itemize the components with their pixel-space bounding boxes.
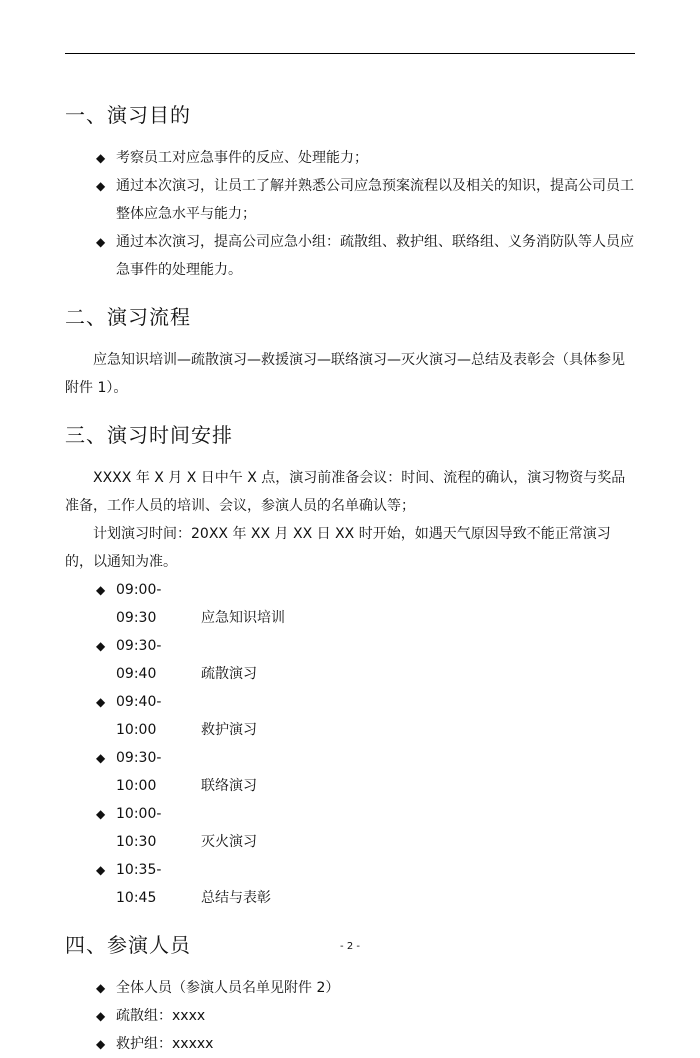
drill-time-paragraph: 计划演习时间：20XX 年 XX 月 XX 日 XX 时开始，如遇天气原因导致不能正常演习的，以通知为准。 — [65, 526, 611, 570]
diamond-bullet-icon: ◆ — [96, 807, 106, 821]
schedule-row — [65, 688, 635, 744]
schedule-item: 灭火演习 — [201, 834, 257, 850]
list-item: ◆ 全体人员（参演人员名单见附件 2） — [65, 974, 635, 1002]
schedule-item: 总结与表彰 — [201, 890, 271, 906]
section-title-participants: 四、参演人员 — [65, 933, 191, 957]
purpose-list — [65, 144, 635, 284]
section-title-purpose: 一、演习目的 — [65, 103, 191, 127]
list-item: ◆ 疏散组：xxxx — [65, 1002, 635, 1030]
schedule-item: 救护演习 — [201, 722, 257, 738]
schedule-time: 09:40-10:00 — [116, 694, 162, 738]
list-item: ◆ 考察员工对应急事件的反应、处理能力； — [65, 144, 635, 172]
diamond-bullet-icon: ◆ — [96, 1037, 106, 1051]
header-rule — [65, 53, 635, 54]
document-body — [65, 100, 635, 1058]
schedule-item: 联络演习 — [201, 778, 257, 794]
page-number: - 2 - — [340, 941, 360, 952]
diamond-bullet-icon: ◆ — [96, 583, 106, 597]
schedule-time: 09:00-09:30 — [116, 582, 162, 626]
diamond-bullet-icon: ◆ — [96, 1009, 106, 1023]
diamond-bullet-icon: ◆ — [96, 151, 106, 165]
schedule-row — [65, 800, 635, 856]
section-title-schedule: 三、演习时间安排 — [65, 423, 233, 447]
schedule-time: 09:30-10:00 — [116, 750, 162, 794]
schedule-row — [65, 632, 635, 688]
schedule-item: 应急知识培训 — [201, 610, 285, 626]
diamond-bullet-icon: ◆ — [96, 235, 106, 249]
schedule-time: 10:35-10:45 — [116, 862, 162, 906]
schedule-time: 09:30-09:40 — [116, 638, 162, 682]
diamond-bullet-icon: ◆ — [96, 639, 106, 653]
participants-list — [65, 974, 635, 1058]
diamond-bullet-icon: ◆ — [96, 863, 106, 877]
list-item: ◆ 救护组：xxxxx — [65, 1030, 635, 1058]
schedule-row — [65, 744, 635, 800]
prep-meeting-paragraph: XXXX 年 X 月 X 日中午 X 点，演习前准备会议：时间、流程的确认，演习物资与奖品准备，工作人员的培训、会议，参演人员的名单确认等； — [65, 470, 626, 514]
schedule-row — [65, 856, 635, 912]
list-item: ◆ 通过本次演习，让员工了解并熟悉公司应急预案流程以及相关的知识，提高公司员工整体应急水平与能力； — [65, 172, 635, 228]
process-paragraph: 应急知识培训—疏散演习—救援演习—联络演习—灭火演习—总结及表彰会（具体参见附件 1）。 — [65, 352, 625, 396]
diamond-bullet-icon: ◆ — [96, 179, 106, 193]
diamond-bullet-icon: ◆ — [96, 981, 106, 995]
diamond-bullet-icon: ◆ — [96, 751, 106, 765]
diamond-bullet-icon: ◆ — [96, 695, 106, 709]
list-item: ◆ 通过本次演习，提高公司应急小组：疏散组、救护组、联络组、义务消防队等人员应急事件的处理能力。 — [65, 228, 635, 284]
schedule-list — [65, 576, 635, 912]
schedule-time: 10:00-10:30 — [116, 806, 162, 850]
section-title-process: 二、演习流程 — [65, 305, 191, 329]
schedule-item: 疏散演习 — [201, 666, 257, 682]
schedule-row — [65, 576, 635, 632]
